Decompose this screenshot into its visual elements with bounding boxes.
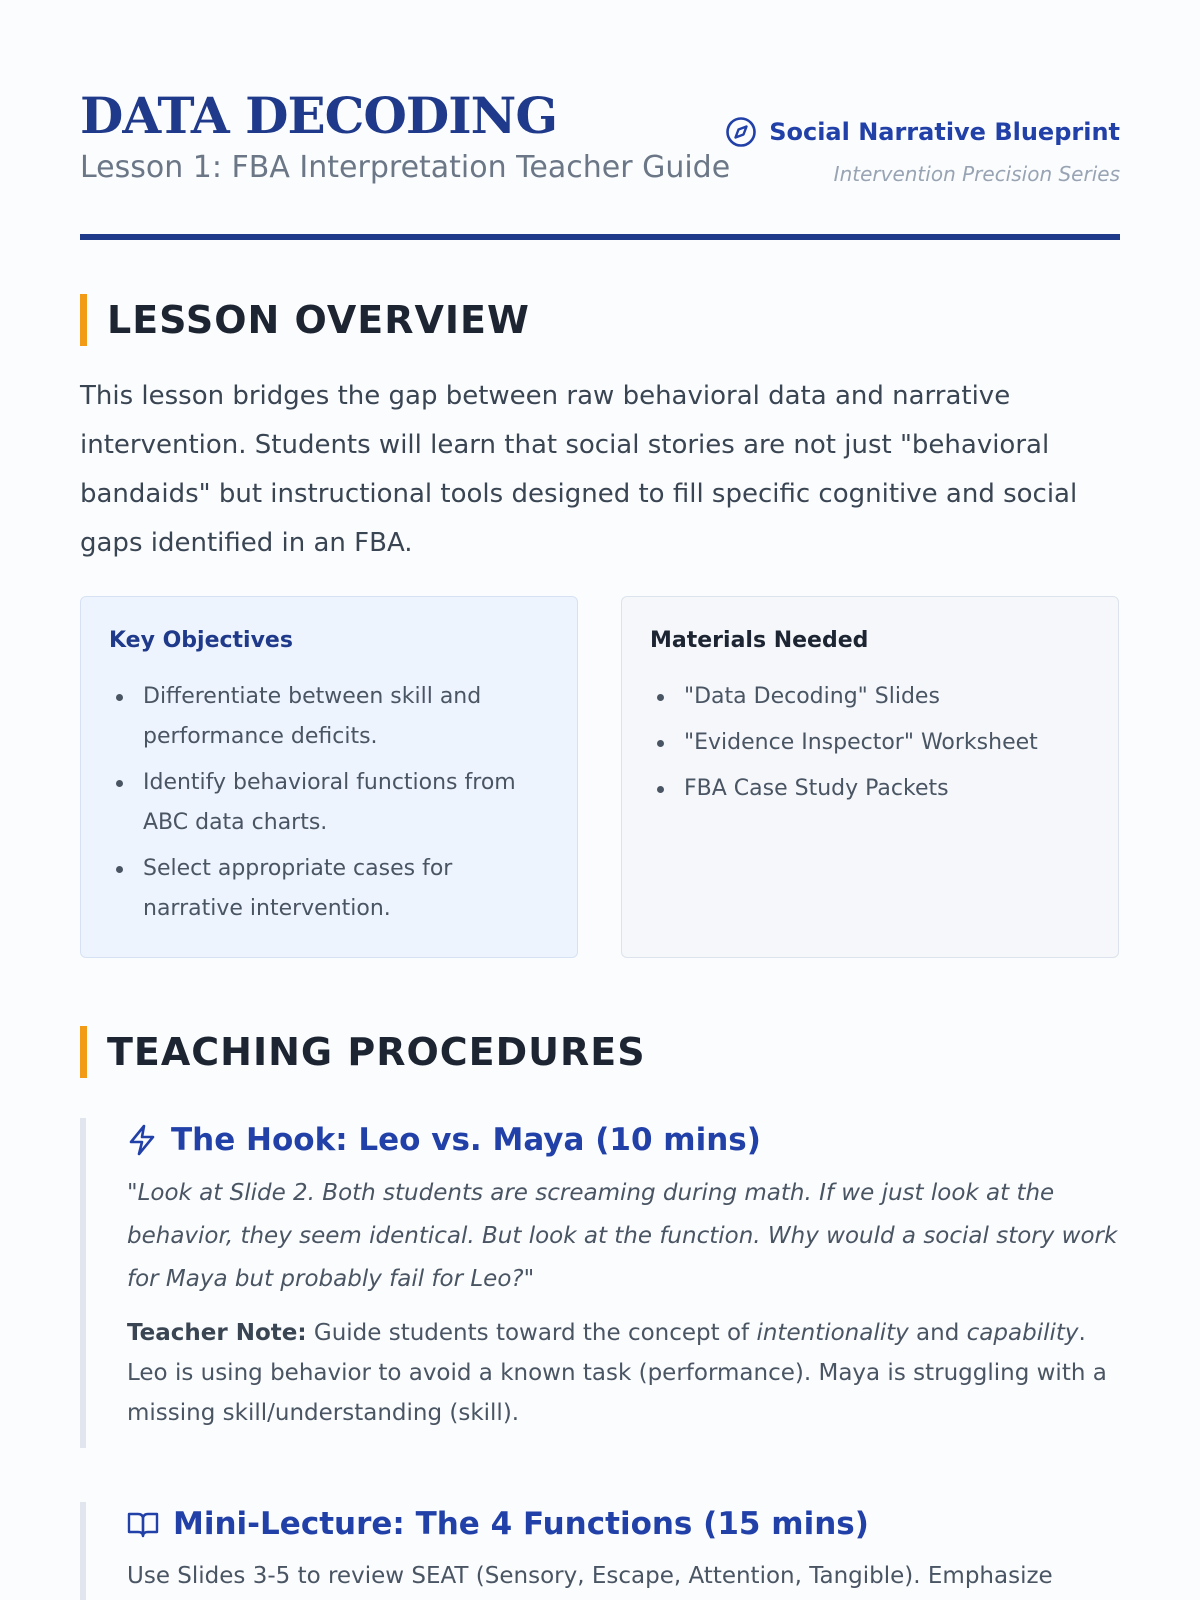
list-item: Select appropriate cases for narrative intervention. (109, 849, 549, 929)
header-divider (80, 234, 1120, 240)
teacher-note-emphasis: intentionality (756, 1320, 909, 1346)
document-title: DATA DECODING (80, 86, 558, 145)
compass-icon (725, 116, 757, 148)
brand-block (725, 116, 1120, 148)
step-title-text: Mini-Lecture: The 4 Functions (15 mins) (173, 1506, 869, 1542)
materials-list (650, 677, 1090, 809)
step-title-lecture (127, 1502, 1120, 1546)
list-item: FBA Case Study Packets (650, 769, 1090, 809)
objectives-title: Key Objectives (109, 628, 293, 653)
lightning-icon (127, 1124, 157, 1156)
materials-card (621, 596, 1119, 958)
hook-quote: "Look at Slide 2. Both students are screaming during math. If we just look at the behavior, they seem identical. But look at the function. Why would a social story work for Maya but probably fail for Leo?" (127, 1180, 1118, 1292)
list-item: "Evidence Inspector" Worksheet (650, 723, 1090, 763)
document-header (80, 88, 1120, 240)
procedure-step-lecture (80, 1502, 1120, 1600)
materials-title: Materials Needed (650, 628, 869, 653)
document-subtitle: Lesson 1: FBA Interpretation Teacher Guide (80, 150, 731, 185)
teacher-note-text: Guide students toward the concept of (306, 1320, 757, 1346)
open-book-icon (127, 1509, 159, 1539)
teacher-note-emphasis: capability (966, 1320, 1079, 1346)
procedure-step-hook (80, 1118, 1120, 1448)
list-item: "Data Decoding" Slides (650, 677, 1090, 717)
list-item: Differentiate between skill and performance deficits. (109, 677, 549, 757)
series-name: Intervention Precision Series (833, 162, 1120, 186)
brand-name: Social Narrative Blueprint (769, 118, 1120, 146)
step-title-hook (127, 1118, 1120, 1162)
teacher-note-text: . Leo is using behavior to avoid a known task (performance). Maya is struggling with a missing skill/understanding (skill). (127, 1320, 1107, 1426)
objectives-list (109, 677, 549, 929)
teacher-note-text: and (908, 1320, 967, 1346)
objectives-card (80, 596, 578, 958)
section-heading-overview: LESSON OVERVIEW (80, 294, 530, 346)
list-item: Identify behavioral functions from ABC data charts. (109, 763, 549, 843)
teacher-note-label: Teacher Note: (127, 1320, 307, 1346)
step-title-text: The Hook: Leo vs. Maya (10 mins) (171, 1122, 761, 1158)
lecture-text: Use Slides 3-5 to review SEAT (Sensory, Escape, Attention, Tangible). Emphasize (127, 1563, 1053, 1589)
teacher-note (127, 1313, 1120, 1433)
section-heading-procedures: TEACHING PROCEDURES (80, 1026, 646, 1078)
overview-paragraph: This lesson bridges the gap between raw behavioral data and narrative intervention. Students will learn that social stories are not just "behavioral bandaids" but instructional tools designed to fill specific cognitive and social gaps identified in an FBA. (80, 381, 1078, 558)
